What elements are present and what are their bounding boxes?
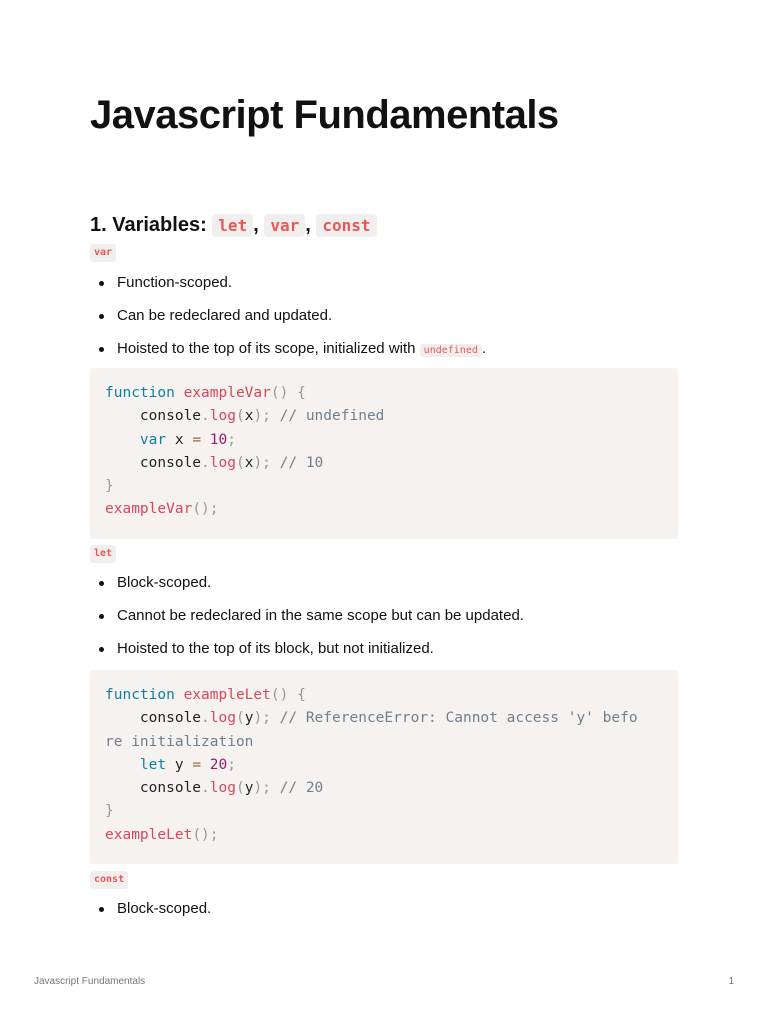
code-function-name: exampleVar (183, 385, 271, 401)
list-item (90, 899, 678, 932)
code-punctuation: ( (235, 780, 245, 797)
list-item-text: Hoisted to the top of its block, but not initialized. (117, 640, 434, 657)
list-item-trailing: . (481, 340, 487, 357)
code-punctuation: (); (192, 826, 219, 843)
section-heading-variables (90, 211, 377, 240)
list-item-text: Can be redeclared and updated. (117, 307, 333, 324)
code-comment: // 10 (279, 454, 324, 471)
code-identifier: y (174, 756, 184, 773)
list-item (90, 273, 678, 306)
code-comment: // undefined (279, 408, 385, 425)
code-function-name: log (209, 780, 236, 797)
code-punctuation: () { (270, 687, 306, 703)
code-punctuation: ; (227, 756, 236, 773)
list-item (90, 306, 678, 339)
code-comment: // 20 (279, 780, 324, 797)
code-identifier: x (244, 454, 254, 471)
code-number: 10 (209, 431, 228, 448)
var-bullet-list (90, 273, 678, 372)
subsection-tag-var: var (90, 244, 116, 262)
code-function-name: exampleLet (183, 687, 271, 703)
code-punctuation: } (105, 803, 114, 820)
list-item (90, 639, 678, 672)
code-punctuation: . (201, 780, 210, 797)
code-punctuation: ); (253, 408, 271, 425)
code-punctuation: ( (235, 408, 245, 425)
list-item-text: Block-scoped. (117, 574, 212, 591)
list-item (90, 573, 678, 606)
list-item-text: Block-scoped. (117, 900, 212, 917)
code-operator: = (192, 431, 202, 448)
code-number: 20 (209, 756, 228, 773)
subsection-tag-let: let (90, 545, 116, 563)
code-punctuation: ); (253, 710, 271, 727)
code-block-example-let (90, 670, 678, 864)
code-punctuation: (); (192, 501, 219, 518)
footer-page-number: 1 (728, 976, 734, 987)
code-keyword: function (105, 687, 175, 703)
code-comment-wrapped: re initialization (105, 733, 254, 750)
code-punctuation: } (105, 478, 114, 495)
list-item-text: Function-scoped. (117, 274, 233, 291)
separator-comma: , (253, 214, 259, 236)
subsection-tag-const: const (90, 871, 128, 889)
code-block-example-var (90, 368, 678, 539)
code-identifier: y (244, 780, 254, 797)
code-punctuation: () { (270, 385, 306, 401)
code-punctuation: ; (227, 431, 236, 448)
section-heading-prefix: 1. Variables: (90, 214, 213, 236)
list-item-text: Cannot be redeclared in the same scope but can be updated. (117, 607, 524, 624)
let-bullet-list (90, 573, 678, 672)
code-punctuation: . (201, 710, 210, 727)
const-bullet-list (90, 899, 678, 932)
code-function-name: exampleLet (105, 826, 193, 843)
code-function-name: log (209, 710, 236, 727)
inline-code-const: const (316, 214, 376, 237)
code-keyword: var (139, 431, 167, 448)
code-identifier: console (139, 454, 202, 471)
code-function-name: exampleVar (105, 501, 193, 518)
code-punctuation: ( (235, 454, 245, 471)
code-punctuation: ); (253, 454, 271, 471)
code-identifier: console (139, 780, 202, 797)
code-keyword: let (139, 756, 167, 773)
code-identifier: x (244, 408, 254, 425)
code-identifier: console (139, 408, 202, 425)
code-comment: // ReferenceError: Cannot access 'y' befo (279, 710, 638, 727)
code-keyword: function (105, 385, 175, 401)
code-operator: = (192, 756, 202, 773)
code-punctuation: . (201, 454, 210, 471)
list-item-text: Hoisted to the top of its scope, initialized with (117, 340, 420, 357)
code-function-name: log (209, 408, 236, 425)
separator-comma: , (305, 214, 311, 236)
code-identifier: y (244, 710, 254, 727)
code-punctuation: . (201, 408, 210, 425)
inline-code-undefined: undefined (420, 344, 482, 357)
list-item (90, 606, 678, 639)
code-identifier: x (174, 431, 184, 448)
code-identifier: console (139, 710, 202, 727)
page-title: Javascript Fundamentals (90, 93, 559, 137)
code-punctuation: ); (253, 780, 271, 797)
footer-document-title: Javascript Fundamentals (34, 976, 146, 987)
inline-code-let: let (212, 214, 253, 237)
inline-code-var: var (264, 214, 305, 237)
code-punctuation: ( (235, 710, 245, 727)
code-function-name: log (209, 454, 236, 471)
